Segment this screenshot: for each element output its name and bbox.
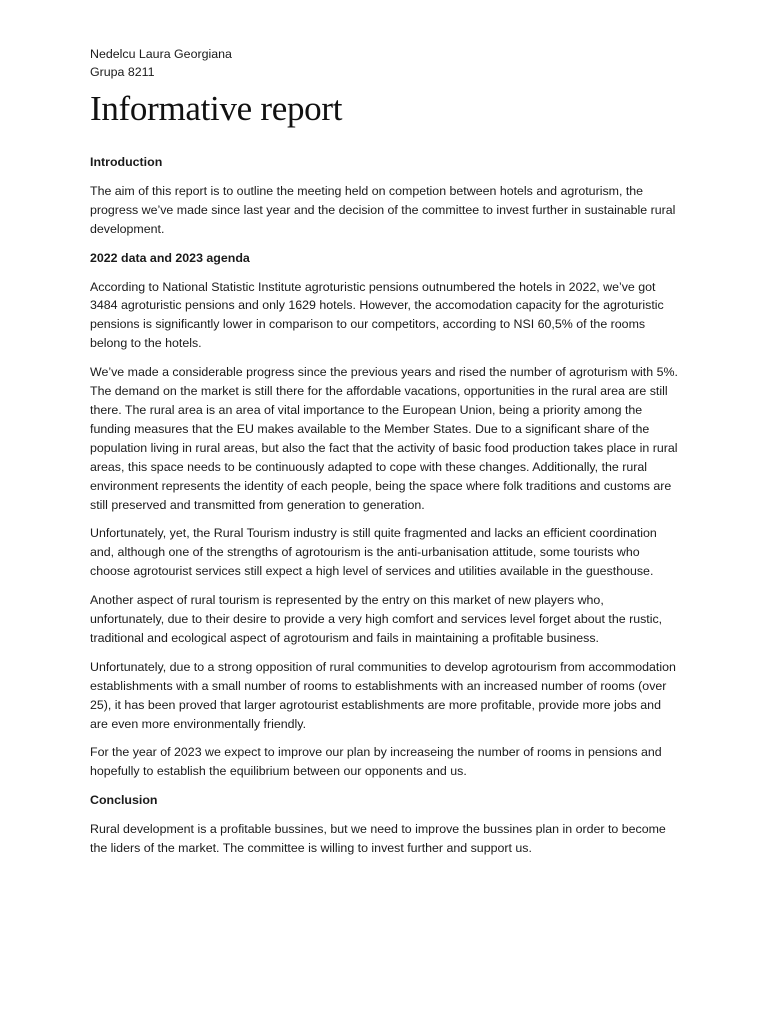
section-heading-conclusion: Conclusion — [90, 793, 158, 808]
section-heading-introduction: Introduction — [90, 155, 163, 169]
conclusion-paragraph: Rural development is a profitable bussines, but we need to improve the bussines plan in order to become the liders of the market. The committee is willing to invest further and support us. — [90, 822, 666, 856]
data-agenda-paragraph-statistics: According to National Statistic Institute agroturistic pensions outnumbered the hotels in 2022, we’ve got 3484 agroturistic pensions and only 1629 hotels. However, the accomodation capacity for the agroturistic pensions is significantly lower in comparison to our competitors, according to NSI 60,5% of the rooms belong to the hotels. — [90, 279, 664, 351]
data-agenda-paragraph-opposition: Unfortunately, due to a strong opposition of rural communities to develop agrotourism from accommodation establishments with a small number of rooms to establishments with an increased number of rooms (over 25), it has been proved that larger agrotourist establishments are more profitable, provide more jobs and are even more environmentally friendly. — [90, 659, 676, 731]
section-data-agenda — [90, 249, 680, 782]
data-agenda-paragraph-progress: We’ve made a considerable progress since the previous years and rised the number of agroturism with 5%. The demand on the market is still there for the affordable vacations, opportunities in the rural area are still there. The rural area is an area of vital importance to the European Union, being a priority among the funding measures that the EU makes available to the Member States. Due to a significant share of the population living in rural areas, but also the fact that the activity of basic food production takes place in rural areas, this space needs to be continuously adapted to cope with these changes. Additionally, the rural environment represents the identity of each people, being the space where folk traditions and customs are still preserved and transmitted from generation to generation. — [90, 365, 678, 512]
data-agenda-paragraph-fragmentation: Unfortunately, yet, the Rural Tourism industry is still quite fragmented and lacks an efficient coordination and, although one of the strengths of agrotourism is the anti-urbanisation attitude, some tourists who choose agrotourist services still expect a high level of services and utilities available in the guesthouse. — [90, 526, 657, 579]
introduction-paragraph: The aim of this report is to outline the meeting held on competion between hotels and agroturism, the progress we’ve made since last year and the decision of the committee to invest further in sustainable rural development. — [90, 183, 676, 236]
section-conclusion — [90, 791, 680, 858]
section-heading-data-agenda: 2022 data and 2023 agenda — [90, 250, 250, 265]
group-number: Grupa 8211 — [90, 65, 155, 79]
section-introduction — [90, 153, 680, 239]
data-agenda-paragraph-2023-plan: For the year of 2023 we expect to improve our plan by increaseing the number of rooms in pensions and hopefully to establish the equilibrium between our opponents and us. — [90, 745, 662, 779]
document-page — [90, 45, 680, 868]
data-agenda-paragraph-new-players: Another aspect of rural tourism is represented by the entry on this market of new players who, unfortunately, due to their desire to provide a very high comfort and services level forget about the rustic, traditional and ecological aspect of agrotourism and fails in maintaining a profitable business. — [90, 593, 663, 645]
author-name: Nedelcu Laura Georgiana — [90, 47, 232, 61]
document-title: Informative report — [90, 89, 343, 128]
